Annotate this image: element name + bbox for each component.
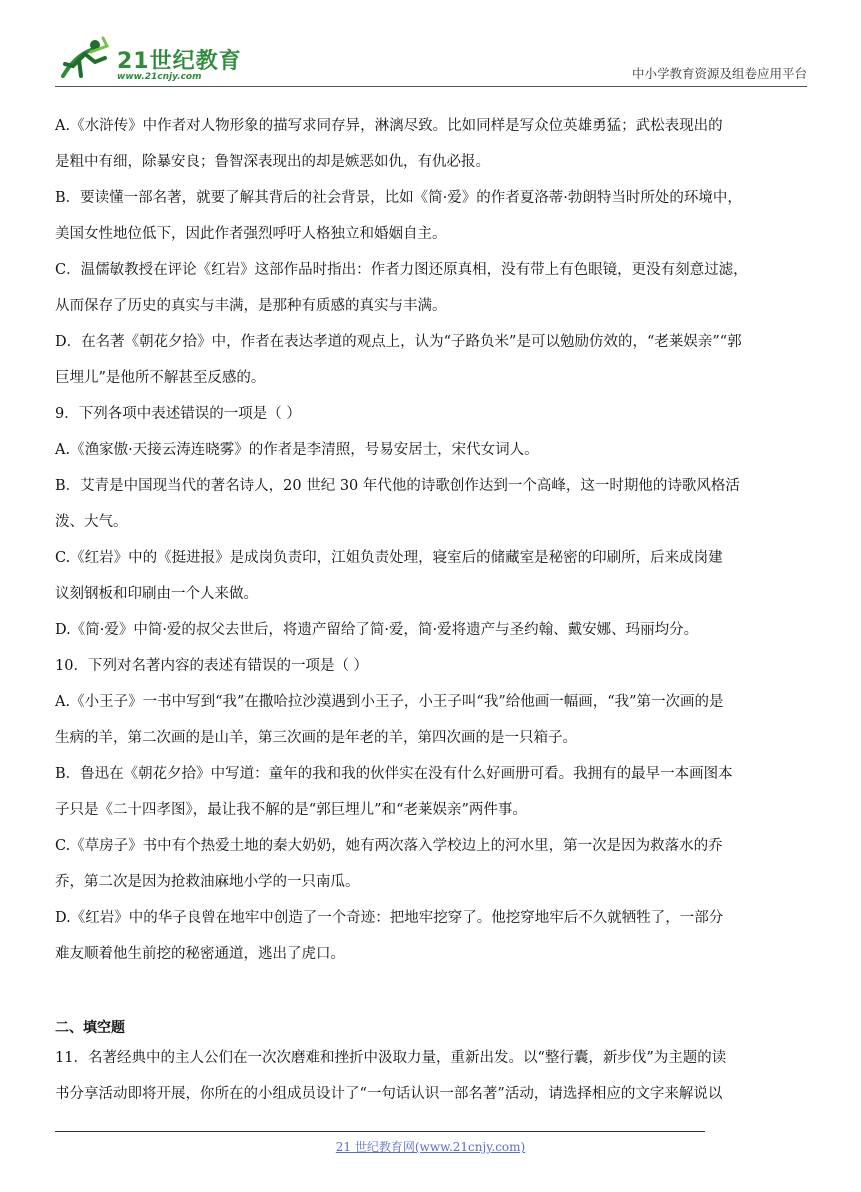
logo[interactable] (55, 36, 255, 84)
text-line: D.《简·爱》中简·爱的叔父去世后，将遗产留给了简·爱，简·爱将遗产与圣约翰、戴安娜、玛丽均分。 (55, 622, 699, 638)
text-line: 生病的羊，第二次画的是山羊，第三次画的是年老的羊，第四次画的是一只箱子。 (55, 730, 577, 746)
question-9-stem: 9．下列各项中表述错误的一项是（ ） (55, 406, 301, 422)
text-line: C.《红岩》中的《挺进报》是成岗负责印，江姐负责处理，寝室后的储藏室是秘密的印刷所，后来成岗建 (55, 550, 723, 566)
text-line: B．鲁迅在《朝花夕拾》中写道：童年的我和我的伙伴实在没有什么好画册可看。我拥有的最早一本画图本 (55, 766, 733, 782)
text-line: A.《水浒传》中作者对人物形象的描写求同存异，淋漓尽致。比如同样是写众位英雄勇猛；武松表现出的 (55, 118, 723, 134)
platform-title: 中小学教育资源及组卷应用平台 (631, 66, 807, 81)
text-line: 美国女性地位低下，因此作者强烈呼吁人格独立和婚姻自主。 (55, 226, 447, 242)
text-line: 书分享活动即将开展，你所在的小组成员设计了“一句话认识一部名著”活动，请选择相应的文字来解说以 (55, 1086, 723, 1102)
footer-link[interactable]: 21 世纪教育网(www.21cnjy.com) (335, 1140, 526, 1154)
question-10-stem: 10．下列对名著内容的表述有错误的一项是（ ） (55, 658, 369, 674)
section-title: 二、填空题 (55, 1020, 125, 1036)
text-line: 巨埋儿”是他所不解甚至反感的。 (55, 370, 266, 386)
text-line: C．温儒敏教授在评论《红岩》这部作品时指出：作者力图还原真相，没有带上有色眼镜，更没有刻意过滤， (55, 262, 748, 278)
text-line: 从而保存了历史的真实与丰满，是那种有质感的真实与丰满。 (55, 298, 447, 314)
text-line: A.《小王子》一书中写到“我”在撒哈拉沙漠遇到小王子，小王子叫“我”给他画一幅画，“我”第一次画的是 (55, 694, 724, 710)
text-line: C.《草房子》书中有个热爱土地的秦大奶奶，她有两次落入学校边上的河水里，第一次是因为救落水的乔 (55, 838, 723, 854)
text-line: A.《渔家傲·天接云涛连晓雾》的作者是李清照，号易安居士，宋代女词人。 (55, 442, 539, 458)
question-content (55, 108, 807, 972)
text-line: 泼、大气。 (55, 514, 128, 530)
header-divider (55, 86, 807, 87)
text-line: 乔，第二次是因为抢救油麻地小学的一只南瓜。 (55, 874, 360, 890)
logo-text: 21世纪教育 (117, 49, 242, 74)
question-11 (55, 1040, 807, 1112)
text-line: 议刻钢板和印刷由一个人来做。 (55, 586, 258, 602)
logo-url: www.21cnjy.com (117, 72, 202, 82)
footer-divider (55, 1131, 705, 1132)
page-header (55, 30, 807, 88)
text-line: B．艾青是中国现当代的著名诗人，20 世纪 30 年代他的诗歌创作达到一个高峰，这一时期他的诗歌风格活 (55, 478, 740, 494)
text-line: D.《红岩》中的华子良曾在地牢中创造了一个奇迹：把地牢挖穿了。他挖穿地牢后不久就牺牲了，一部分 (55, 910, 724, 926)
text-line: D．在名著《朝花夕拾》中，作者在表达孝道的观点上，认为“子路负米”是可以勉励仿效的，“老莱娱亲”“郭 (55, 334, 742, 350)
runner-logo-icon (55, 36, 115, 84)
text-line: 难友顺着他生前挖的秘密通道，逃出了虎口。 (55, 946, 345, 962)
text-line: 子只是《二十四孝图》，最让我不解的是“郭巨埋儿”和“老莱娱亲”两件事。 (55, 802, 527, 818)
text-line: 11．名著经典中的主人公们在一次次磨难和挫折中汲取力量，重新出发。以“整行囊，新步伐”为主题的读 (55, 1050, 727, 1066)
text-line: 是粗中有细，除暴安良；鲁智深表现出的却是嫉恶如仇，有仇必报。 (55, 154, 490, 170)
text-line: B．要读懂一部名著，就要了解其背后的社会背景，比如《简·爱》的作者夏洛蒂·勃朗特当时所处的环境中， (55, 190, 742, 206)
